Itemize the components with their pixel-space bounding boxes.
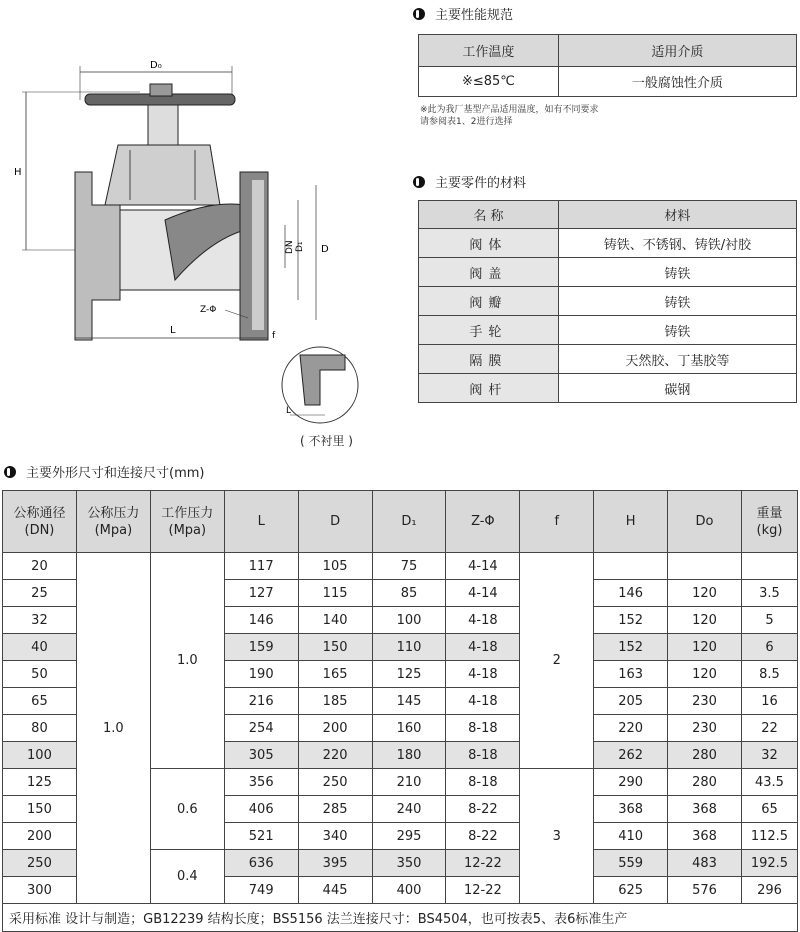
materials-table bbox=[418, 200, 797, 403]
part-material: 铸铁 bbox=[558, 258, 796, 287]
table-cell: 210 bbox=[372, 769, 446, 796]
table-cell: 160 bbox=[372, 715, 446, 742]
label-l2: L bbox=[286, 406, 292, 416]
table-cell: 368 bbox=[668, 796, 742, 823]
table-cell: 410 bbox=[594, 823, 668, 850]
cell-temp: ※≤85℃ bbox=[419, 67, 559, 97]
table-cell: 1.0 bbox=[150, 553, 224, 769]
part-material: 碳钢 bbox=[558, 374, 796, 403]
table-cell: 3.5 bbox=[741, 580, 797, 607]
dimensions-table bbox=[2, 490, 798, 932]
table-cell: 6 bbox=[741, 634, 797, 661]
table-cell: 483 bbox=[668, 850, 742, 877]
table-cell: 120 bbox=[668, 580, 742, 607]
valve-drawing bbox=[0, 0, 400, 455]
table-cell: 8-18 bbox=[446, 769, 520, 796]
table-cell: 43.5 bbox=[741, 769, 797, 796]
table-cell: 75 bbox=[372, 553, 446, 580]
cell-medium: 一般腐蚀性介质 bbox=[558, 67, 796, 97]
table-cell: 280 bbox=[668, 742, 742, 769]
dimensions-title: 主要外形尺寸和连接尺寸(mm) bbox=[4, 462, 204, 481]
table-cell: 8-18 bbox=[446, 742, 520, 769]
table-cell: 4-18 bbox=[446, 634, 520, 661]
table-cell: 285 bbox=[298, 796, 372, 823]
column-header: 工作压力 (Mpa) bbox=[150, 491, 224, 553]
table-cell: 50 bbox=[3, 661, 77, 688]
table-cell: 163 bbox=[594, 661, 668, 688]
table-cell: 400 bbox=[372, 877, 446, 904]
table-cell: 230 bbox=[668, 688, 742, 715]
table-cell: 280 bbox=[668, 769, 742, 796]
performance-table bbox=[418, 34, 797, 97]
part-name: 手轮 bbox=[419, 316, 559, 345]
part-name: 阀瓣 bbox=[419, 287, 559, 316]
table-cell: 146 bbox=[224, 607, 298, 634]
table-cell: 559 bbox=[594, 850, 668, 877]
column-header: Do bbox=[668, 491, 742, 553]
table-cell: 340 bbox=[298, 823, 372, 850]
table-cell: 22 bbox=[741, 715, 797, 742]
table-cell: 368 bbox=[668, 823, 742, 850]
column-header: 公称压力 (Mpa) bbox=[76, 491, 150, 553]
table-cell: 152 bbox=[594, 634, 668, 661]
label-do: D₀ bbox=[150, 60, 162, 71]
table-cell: 305 bbox=[224, 742, 298, 769]
table-cell: 0.6 bbox=[150, 769, 224, 850]
table-cell: 12-22 bbox=[446, 877, 520, 904]
table-cell: 8.5 bbox=[741, 661, 797, 688]
table-cell: 115 bbox=[298, 580, 372, 607]
table-cell: 190 bbox=[224, 661, 298, 688]
table-cell: 85 bbox=[372, 580, 446, 607]
label-f: f bbox=[272, 331, 276, 341]
label-l: L bbox=[170, 325, 176, 336]
table-cell: 300 bbox=[3, 877, 77, 904]
label-d1: D₁ bbox=[295, 241, 305, 252]
table-cell: 350 bbox=[372, 850, 446, 877]
header-material: 材料 bbox=[558, 201, 796, 229]
table-cell: 749 bbox=[224, 877, 298, 904]
table-cell: 3 bbox=[520, 769, 594, 904]
table-cell: 110 bbox=[372, 634, 446, 661]
column-header: D bbox=[298, 491, 372, 553]
table-cell: 100 bbox=[372, 607, 446, 634]
table-cell: 180 bbox=[372, 742, 446, 769]
performance-title: 主要性能规范 bbox=[413, 4, 513, 23]
table-cell: 636 bbox=[224, 850, 298, 877]
table-cell: 220 bbox=[298, 742, 372, 769]
table-cell: 125 bbox=[3, 769, 77, 796]
table-cell: 120 bbox=[668, 634, 742, 661]
bullet-icon bbox=[413, 8, 427, 20]
table-cell: 120 bbox=[668, 661, 742, 688]
column-header: f bbox=[520, 491, 594, 553]
part-material: 铸铁、不锈钢、铸铁/衬胶 bbox=[558, 229, 796, 258]
bullet-icon bbox=[4, 466, 18, 478]
label-d: D bbox=[321, 244, 329, 255]
table-cell: 100 bbox=[3, 742, 77, 769]
table-cell: 445 bbox=[298, 877, 372, 904]
table-cell: 16 bbox=[741, 688, 797, 715]
table-cell: 4-18 bbox=[446, 607, 520, 634]
table-cell: 120 bbox=[668, 607, 742, 634]
table-cell: 117 bbox=[224, 553, 298, 580]
header-name: 名 称 bbox=[419, 201, 559, 229]
table-cell: 32 bbox=[741, 742, 797, 769]
performance-note: ※此为我厂基型产品适用温度，如有不同要求 请参阅表1、2进行选择 bbox=[420, 105, 599, 127]
table-cell: 165 bbox=[298, 661, 372, 688]
table-cell: 8-22 bbox=[446, 796, 520, 823]
table-cell: 254 bbox=[224, 715, 298, 742]
table-cell: 12-22 bbox=[446, 850, 520, 877]
table-cell: 150 bbox=[298, 634, 372, 661]
column-header: D₁ bbox=[372, 491, 446, 553]
table-cell: 32 bbox=[3, 607, 77, 634]
table-cell: 2 bbox=[520, 553, 594, 769]
table-cell: 185 bbox=[298, 688, 372, 715]
table-cell: 4-18 bbox=[446, 688, 520, 715]
table-cell: 290 bbox=[594, 769, 668, 796]
part-material: 铸铁 bbox=[558, 316, 796, 345]
table-cell bbox=[741, 553, 797, 580]
table-cell: 295 bbox=[372, 823, 446, 850]
table-cell: 8-18 bbox=[446, 715, 520, 742]
table-cell: 25 bbox=[3, 580, 77, 607]
footer-row bbox=[3, 904, 798, 932]
table-cell: 576 bbox=[668, 877, 742, 904]
table-cell: 4-14 bbox=[446, 553, 520, 580]
part-name: 阀杆 bbox=[419, 374, 559, 403]
table-cell: 20 bbox=[3, 553, 77, 580]
part-name: 阀体 bbox=[419, 229, 559, 258]
column-header: L bbox=[224, 491, 298, 553]
column-header: H bbox=[594, 491, 668, 553]
table-cell: 192.5 bbox=[741, 850, 797, 877]
materials-title: 主要零件的材料 bbox=[413, 172, 526, 191]
column-header: 公称通径 (DN) bbox=[3, 491, 77, 553]
table-cell: 125 bbox=[372, 661, 446, 688]
table-cell: 146 bbox=[594, 580, 668, 607]
table-cell: 105 bbox=[298, 553, 372, 580]
bullet-icon bbox=[413, 176, 427, 188]
table-cell: 220 bbox=[594, 715, 668, 742]
part-material: 天然胶、丁基胶等 bbox=[558, 345, 796, 374]
table-cell: 406 bbox=[224, 796, 298, 823]
table-cell: 205 bbox=[594, 688, 668, 715]
table-cell: 395 bbox=[298, 850, 372, 877]
table-cell: 250 bbox=[3, 850, 77, 877]
table-cell: 65 bbox=[741, 796, 797, 823]
table-row bbox=[3, 553, 798, 580]
table-cell bbox=[594, 553, 668, 580]
table-cell: 采用标准 设计与制造；GB12239 结构长度；BS5156 法兰连接尺寸：BS4504，也可按表5、表6标准生产 bbox=[3, 904, 798, 932]
table-cell: 145 bbox=[372, 688, 446, 715]
label-h: H bbox=[14, 167, 22, 178]
table-cell: 240 bbox=[372, 796, 446, 823]
part-name: 阀盖 bbox=[419, 258, 559, 287]
table-cell: 356 bbox=[224, 769, 298, 796]
table-cell: 159 bbox=[224, 634, 298, 661]
table-cell: 296 bbox=[741, 877, 797, 904]
column-header: 重量 (kg) bbox=[741, 491, 797, 553]
table-cell: 0.4 bbox=[150, 850, 224, 904]
table-cell: 250 bbox=[298, 769, 372, 796]
table-cell: 1.0 bbox=[76, 553, 150, 904]
table-cell: 5 bbox=[741, 607, 797, 634]
table-cell: 262 bbox=[594, 742, 668, 769]
table-cell: 200 bbox=[3, 823, 77, 850]
table-cell: 368 bbox=[594, 796, 668, 823]
table-cell: 4-18 bbox=[446, 661, 520, 688]
drawing-caption: ( 不衬里 ) bbox=[300, 434, 353, 448]
column-header: Z-Φ bbox=[446, 491, 520, 553]
label-dn: DN bbox=[285, 240, 295, 254]
table-cell: 80 bbox=[3, 715, 77, 742]
header-medium: 适用介质 bbox=[558, 35, 796, 67]
table-cell: 230 bbox=[668, 715, 742, 742]
table-cell bbox=[668, 553, 742, 580]
table-cell: 521 bbox=[224, 823, 298, 850]
table-cell: 150 bbox=[3, 796, 77, 823]
table-cell: 127 bbox=[224, 580, 298, 607]
table-cell: 40 bbox=[3, 634, 77, 661]
part-name: 隔膜 bbox=[419, 345, 559, 374]
table-cell: 152 bbox=[594, 607, 668, 634]
label-zphi: Z-Φ bbox=[200, 305, 217, 315]
table-cell: 216 bbox=[224, 688, 298, 715]
table-cell: 65 bbox=[3, 688, 77, 715]
header-temp: 工作温度 bbox=[419, 35, 559, 67]
table-cell: 200 bbox=[298, 715, 372, 742]
table-cell: 4-14 bbox=[446, 580, 520, 607]
table-cell: 140 bbox=[298, 607, 372, 634]
table-cell: 8-22 bbox=[446, 823, 520, 850]
table-cell: 112.5 bbox=[741, 823, 797, 850]
part-material: 铸铁 bbox=[558, 287, 796, 316]
table-cell: 625 bbox=[594, 877, 668, 904]
